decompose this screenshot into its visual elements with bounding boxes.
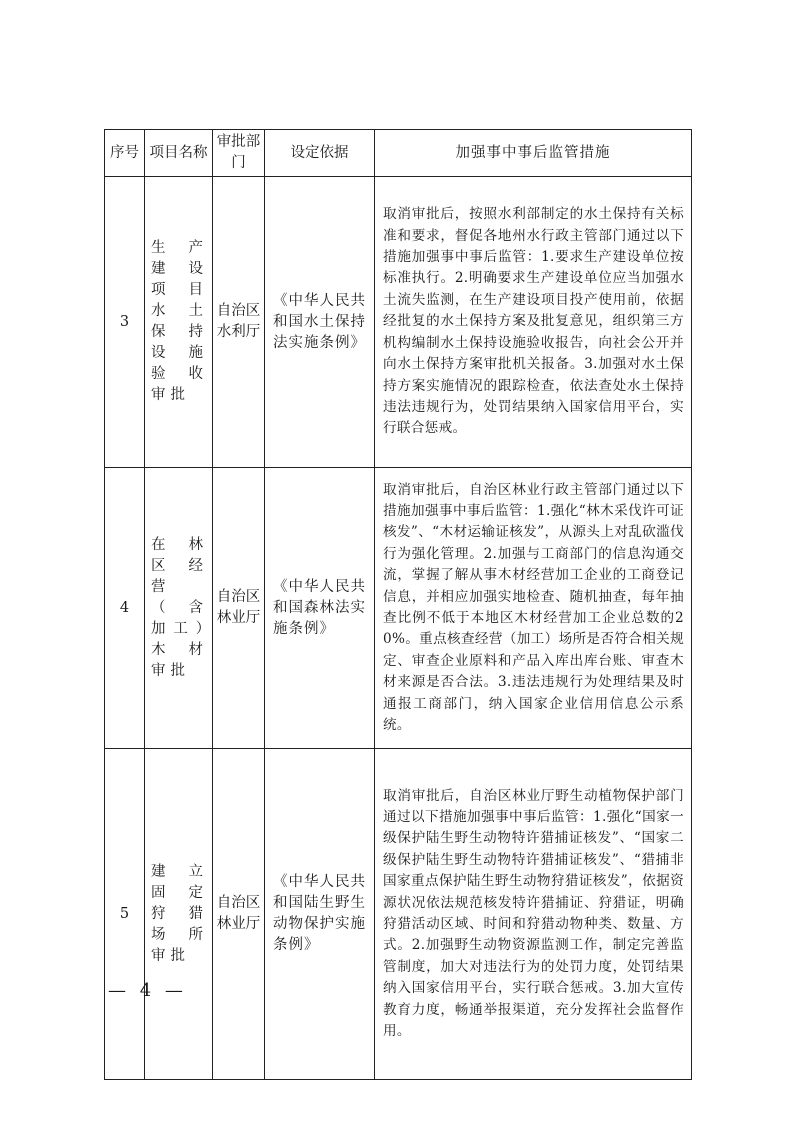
table-row	[105, 177, 692, 468]
row-basis: 《中华人民共和国水土保持法实施条例》	[265, 177, 375, 468]
row-basis: 《中华人民共和国森林法实施条例》	[265, 468, 375, 749]
header-measures: 加强事中事后监管措施	[375, 130, 692, 177]
page-number: — 4 —	[108, 980, 187, 1001]
header-basis: 设定依据	[265, 130, 375, 177]
row-item-name: 建立固定狩猎场所审批	[145, 749, 213, 1080]
header-name: 项目名称	[145, 130, 213, 177]
row-measures: 取消审批后，自治区林业厅野生动植物保护部门通过以下措施加强事中事后监管：1.强化“国家一级保护陆生野生动物特许猎捕证核发”、“国家二级保护陆生野生动物特许猎捕证核发”、“猎捕非国家重点保护陆生野生动物狩猎证核发”，依据资源状况依法规范核发特许猎捕证、狩猎证，明确狩猎活动区域、时间和狩猎动物种类、数量、方式。2.加强野生动物资源监测工作，制定完善监管制度，加大对违法行为的处罚力度，处罚结果纳入国家信用平台，实行联合惩戒。3.加大宣传教育力度，畅通举报渠道，充分发挥社会监督作用。	[375, 749, 692, 1080]
row-item-name: 在林区经营（含加工）木材审批	[145, 468, 213, 749]
row-dept: 自治区林业厅	[213, 749, 265, 1080]
row-num: 5	[105, 749, 145, 1080]
table-row	[105, 749, 692, 1080]
row-num: 4	[105, 468, 145, 749]
row-item-name: 生产建设项目水土保持设施验收审批	[145, 177, 213, 468]
row-basis: 《中华人民共和国陆生野生动物保护实施条例》	[265, 749, 375, 1080]
table-header-row	[105, 130, 692, 177]
header-dept: 审批部门	[213, 130, 265, 177]
row-measures: 取消审批后，按照水利部制定的水土保持有关标准和要求，督促各地州水行政主管部门通过以下措施加强事中事后监管：1.要求生产建设单位按标准执行。2.明确要求生产建设单位应当加强水土流失监测，在生产建设项目投产使用前，依据经批复的水土保持方案及批复意见，组织第三方机构编制水土保持设施验收报告，向社会公开并向水土保持方案审批机关报备。3.加强对水土保持方案实施情况的跟踪检查，依法查处水土保持违法违规行为，处罚结果纳入国家信用平台，实行联合惩戒。	[375, 177, 692, 468]
header-num: 序号	[105, 130, 145, 177]
measures-table	[104, 129, 692, 1080]
row-dept: 自治区林业厅	[213, 468, 265, 749]
row-num: 3	[105, 177, 145, 468]
row-dept: 自治区水利厅	[213, 177, 265, 468]
row-measures: 取消审批后，自治区林业行政主管部门通过以下措施加强事中事后监管：1.强化“林木采伐许可证核发”、“木材运输证核发”，从源头上对乱砍滥伐行为强化管理。2.加强与工商部门的信息沟通交流，掌握了解从事木材经营加工企业的工商登记信息，并相应加强实地检查、随机抽查，每年抽查比例不低于本地区木材经营加工企业总数的20%。重点核查经营（加工）场所是否符合相关规定、审查企业原料和产品入库出库台账、审查木材来源是否合法。3.违法违规行为处理结果及时通报工商部门，纳入国家企业信用信息公示系统。	[375, 468, 692, 749]
table-row	[105, 468, 692, 749]
